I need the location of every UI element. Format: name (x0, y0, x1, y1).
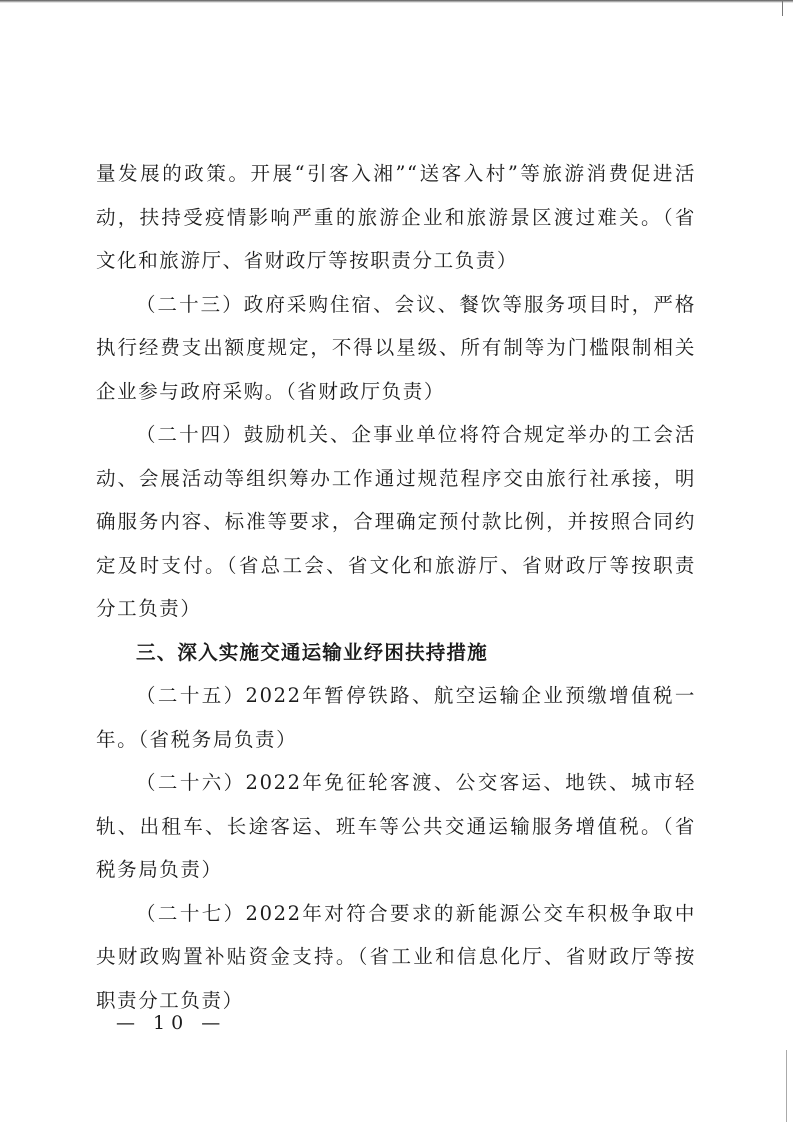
scan-edge (782, 0, 793, 16)
scan-edge (786, 1050, 793, 1122)
paragraph-item-25: （二十五）2022年暂停铁路、航空运输企业预缴增值税一年。（省税务局负责） (96, 684, 696, 751)
page-number: — 10 — (116, 1012, 227, 1034)
paragraph-item-23: （二十三）政府采购住宿、会议、餐饮等服务项目时，严格执行经费支出额度规定，不得以星级、所有制等为门槛限制相关企业参与政府采购。（省财政厅负责） (96, 292, 696, 403)
paragraph-item-26: （二十六）2022年免征轮客渡、公交客运、地铁、城市轻轨、出租车、长途客运、班车等公共交通运输服务增值税。（省税务局负责） (96, 771, 696, 881)
paragraph-continuation: 量发展的政策。开展“引客入湘”“送客入村”等旅游消费促进活动，扶持受疫情影响严重的旅游企业和旅游景区渡过难关。（省文化和旅游厅、省财政厅等按职责分工负责） (96, 162, 696, 272)
paragraph-item-24: （二十四）鼓励机关、企事业单位将符合规定举办的工会活动、会展活动等组织筹办工作通过规范程序交由旅行社承接，明确服务内容、标准等要求，合理确定预付款比例，并按照合同约定及时支付。（省总工会、省文化和旅游厅、省财政厅等按职责分工负责） (96, 423, 696, 620)
paragraph-item-27: （二十七）2022年对符合要求的新能源公交车积极争取中央财政购置补贴资金支持。（省工业和信息化厅、省财政厅等按职责分工负责） (96, 901, 696, 1012)
document-body (96, 152, 696, 1022)
scan-edge (0, 0, 793, 3)
section-heading: 三、深入实施交通运输业纾困扶持措施 (136, 640, 488, 664)
